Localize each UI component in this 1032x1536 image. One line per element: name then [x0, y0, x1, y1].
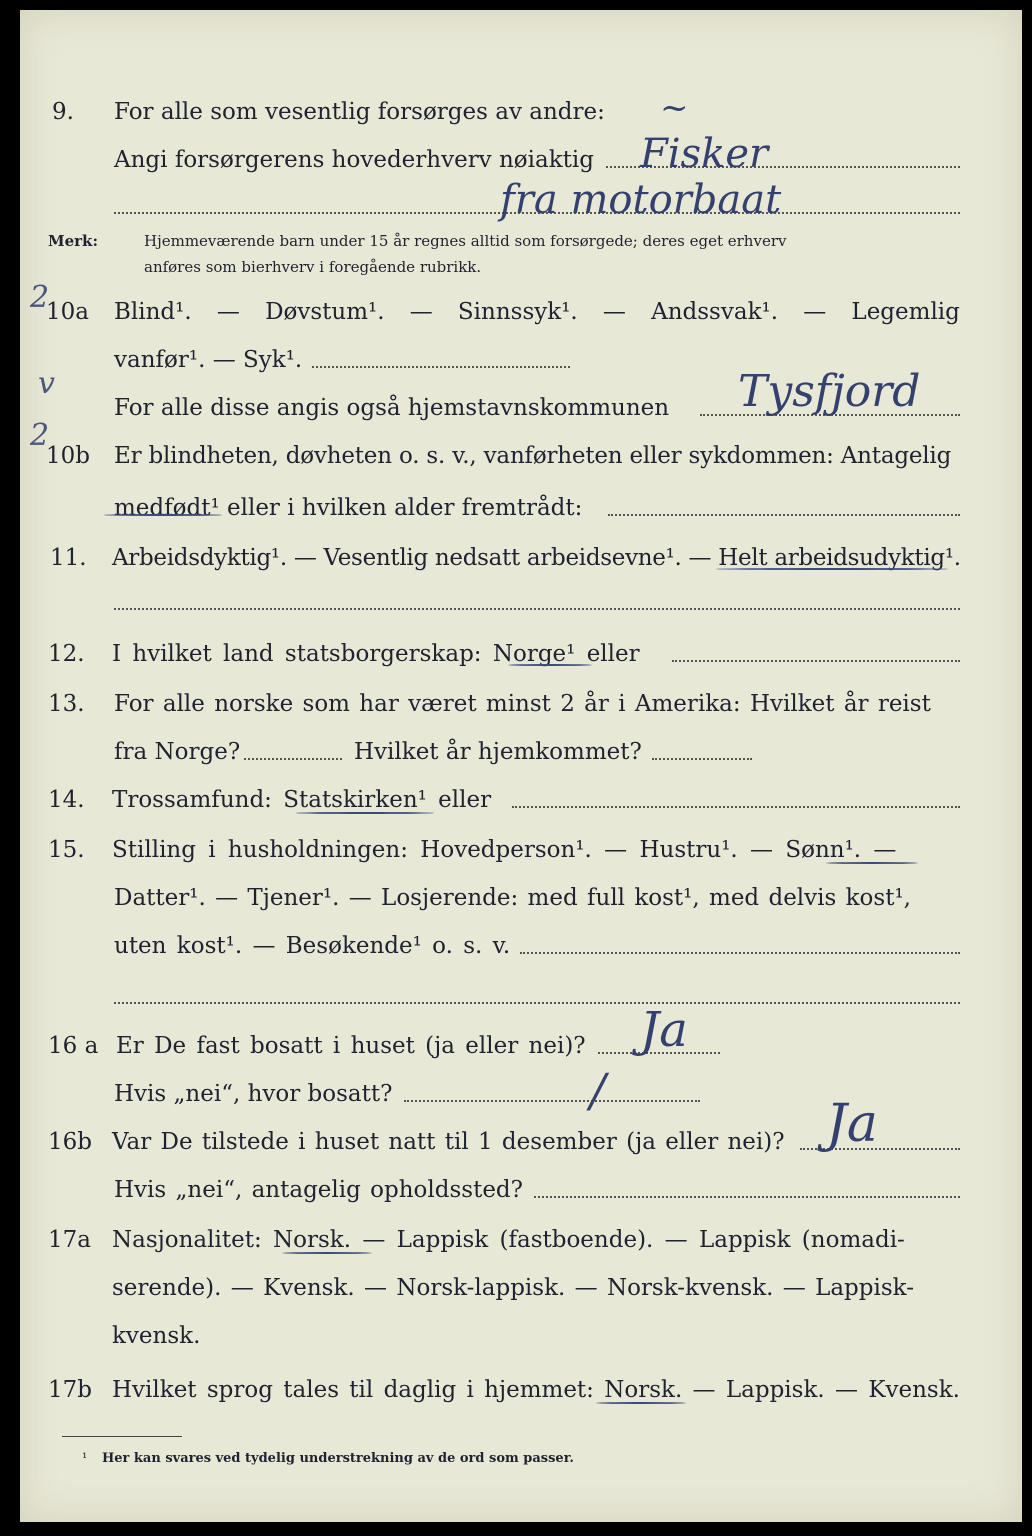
q10b-answer-line [608, 514, 960, 516]
q13-text2b: Hvilket år hjemkommet? [354, 739, 642, 765]
q17a-text2: serende). — Kvensk. — Norsk-lappisk. — Norsk-kvensk. — Lappisk- [112, 1275, 914, 1301]
q13-text1: For alle norske som har været minst 2 år i Amerika: Hvilket år reist [114, 691, 931, 717]
merk-label: Merk: [48, 232, 98, 250]
q16b-text1: Var De tilstede i huset natt til 1 desember (ja eller nei)? [112, 1129, 785, 1155]
q16b-answer: Ja [826, 1094, 878, 1154]
q16a-text2: Hvis „nei“, hvor bosatt? [114, 1081, 393, 1107]
q15-answer-line [520, 952, 960, 954]
q10a-text3: For alle disse angis også hjemstavnskommunen [114, 395, 670, 421]
q10a-text2: vanfør¹. — Syk¹. [114, 347, 303, 373]
margin-mark-2: v [38, 366, 55, 401]
footnote-rule [62, 1436, 182, 1437]
q9-answer-dash: ~ [660, 88, 689, 128]
q17a-number: 17a [48, 1227, 91, 1253]
q15-number: 15. [48, 837, 85, 863]
q13-number: 13. [48, 691, 85, 717]
footnote-text: Her kan svares ved tydelig understrekning av de ord som passer. [102, 1451, 574, 1466]
q9-answer-occupation: Fisker [640, 131, 769, 177]
q14-text1: Trossamfund: Statskirken¹ eller [112, 787, 492, 813]
q10b-number: 10b [46, 443, 90, 469]
q11-text1: Arbeidsdyktig¹. — Vesentlig nedsatt arbeidsevne¹. — Helt arbeidsudyktig¹. [112, 545, 961, 571]
q15-underline-sonn [826, 862, 918, 864]
q10a-number: 10a [46, 299, 89, 325]
q15-text2: Datter¹. — Tjener¹. — Losjerende: med full kost¹, med delvis kost¹, [114, 885, 911, 911]
q13-text2a: fra Norge? [114, 739, 241, 765]
q9-text1: For alle som vesentlig forsørges av andre: [114, 99, 605, 125]
q10b-text2: medfødt¹ eller i hvilken alder fremtrådt: [114, 495, 583, 521]
q16a-answer: Ja [640, 1002, 688, 1058]
q14-number: 14. [48, 787, 85, 813]
q9-text2: Angi forsørgerens hovederhverv nøiaktig [114, 147, 594, 173]
q16b-location-line [534, 1196, 960, 1198]
q10a-sick-line [312, 366, 570, 368]
q10a-text1: Blind¹. — Døvstum¹. — Sinnssyk¹. — Andssvak¹. — Legemlig [114, 299, 960, 325]
q16a-answer-slash: / [590, 1063, 606, 1117]
q13-year-left-line [244, 758, 342, 760]
q17a-text1: Nasjonalitet: Norsk. — Lappisk (fastboende). — Lappisk (nomadi- [112, 1227, 905, 1253]
q11-underline-helt-arbeidsudyktig [716, 568, 948, 570]
q15-text1: Stilling i husholdningen: Hovedperson¹. — Hustru¹. — Sønn¹. — [112, 837, 897, 863]
merk-text2: anføres som bierhverv i foregående rubrikk. [144, 258, 482, 276]
q9-number: 9. [52, 99, 74, 125]
margin-mark-1: 2 [30, 280, 50, 315]
q12-answer-line [672, 660, 960, 662]
q16a-number: 16 a [48, 1033, 99, 1059]
q15-text3: uten kost¹. — Besøkende¹ o. s. v. [114, 933, 511, 959]
q12-underline-norge [508, 664, 592, 666]
q16b-text2: Hvis „nei“, antagelig opholdssted? [114, 1177, 523, 1203]
q17b-text1: Hvilket sprog tales til daglig i hjemmet: Norsk. — Lappisk. — Kvensk. [112, 1377, 960, 1403]
footnote-mark: ¹ [82, 1451, 88, 1466]
q16a-text1: Er De fast bosatt i huset (ja eller nei)? [116, 1033, 586, 1059]
q16b-number: 16b [48, 1129, 92, 1155]
q12-number: 12. [48, 641, 85, 667]
q9-answer-occupation-cont: fra motorbaat [500, 177, 782, 223]
q10a-answer-municipality: Tysfjord [738, 366, 921, 417]
q17a-underline-norsk [282, 1252, 372, 1254]
q16a-where-line [404, 1100, 700, 1102]
q17a-text3: kvensk. [112, 1323, 201, 1349]
q14-underline-statskirken [296, 812, 434, 814]
q17b-number: 17b [48, 1377, 92, 1403]
q11-answer-line [114, 608, 960, 610]
q15-extra-line [114, 1002, 960, 1004]
q10b-underline-medfodt [104, 514, 222, 516]
q12-text1: I hvilket land statsborgerskap: Norge¹ eller [112, 641, 640, 667]
merk-text1: Hjemmeværende barn under 15 år regnes alltid som forsørgede; deres eget erhverv [144, 232, 787, 250]
margin-mark-3: 2 [30, 418, 50, 453]
q17b-underline-norsk [596, 1402, 686, 1404]
q11-number: 11. [50, 545, 87, 571]
q16b-answer-line [800, 1148, 960, 1150]
q14-answer-line [512, 806, 960, 808]
q13-year-return-line [652, 758, 752, 760]
q10b-text1: Er blindheten, døvheten o. s. v., vanførheten eller sykdommen: Antagelig [114, 443, 952, 469]
